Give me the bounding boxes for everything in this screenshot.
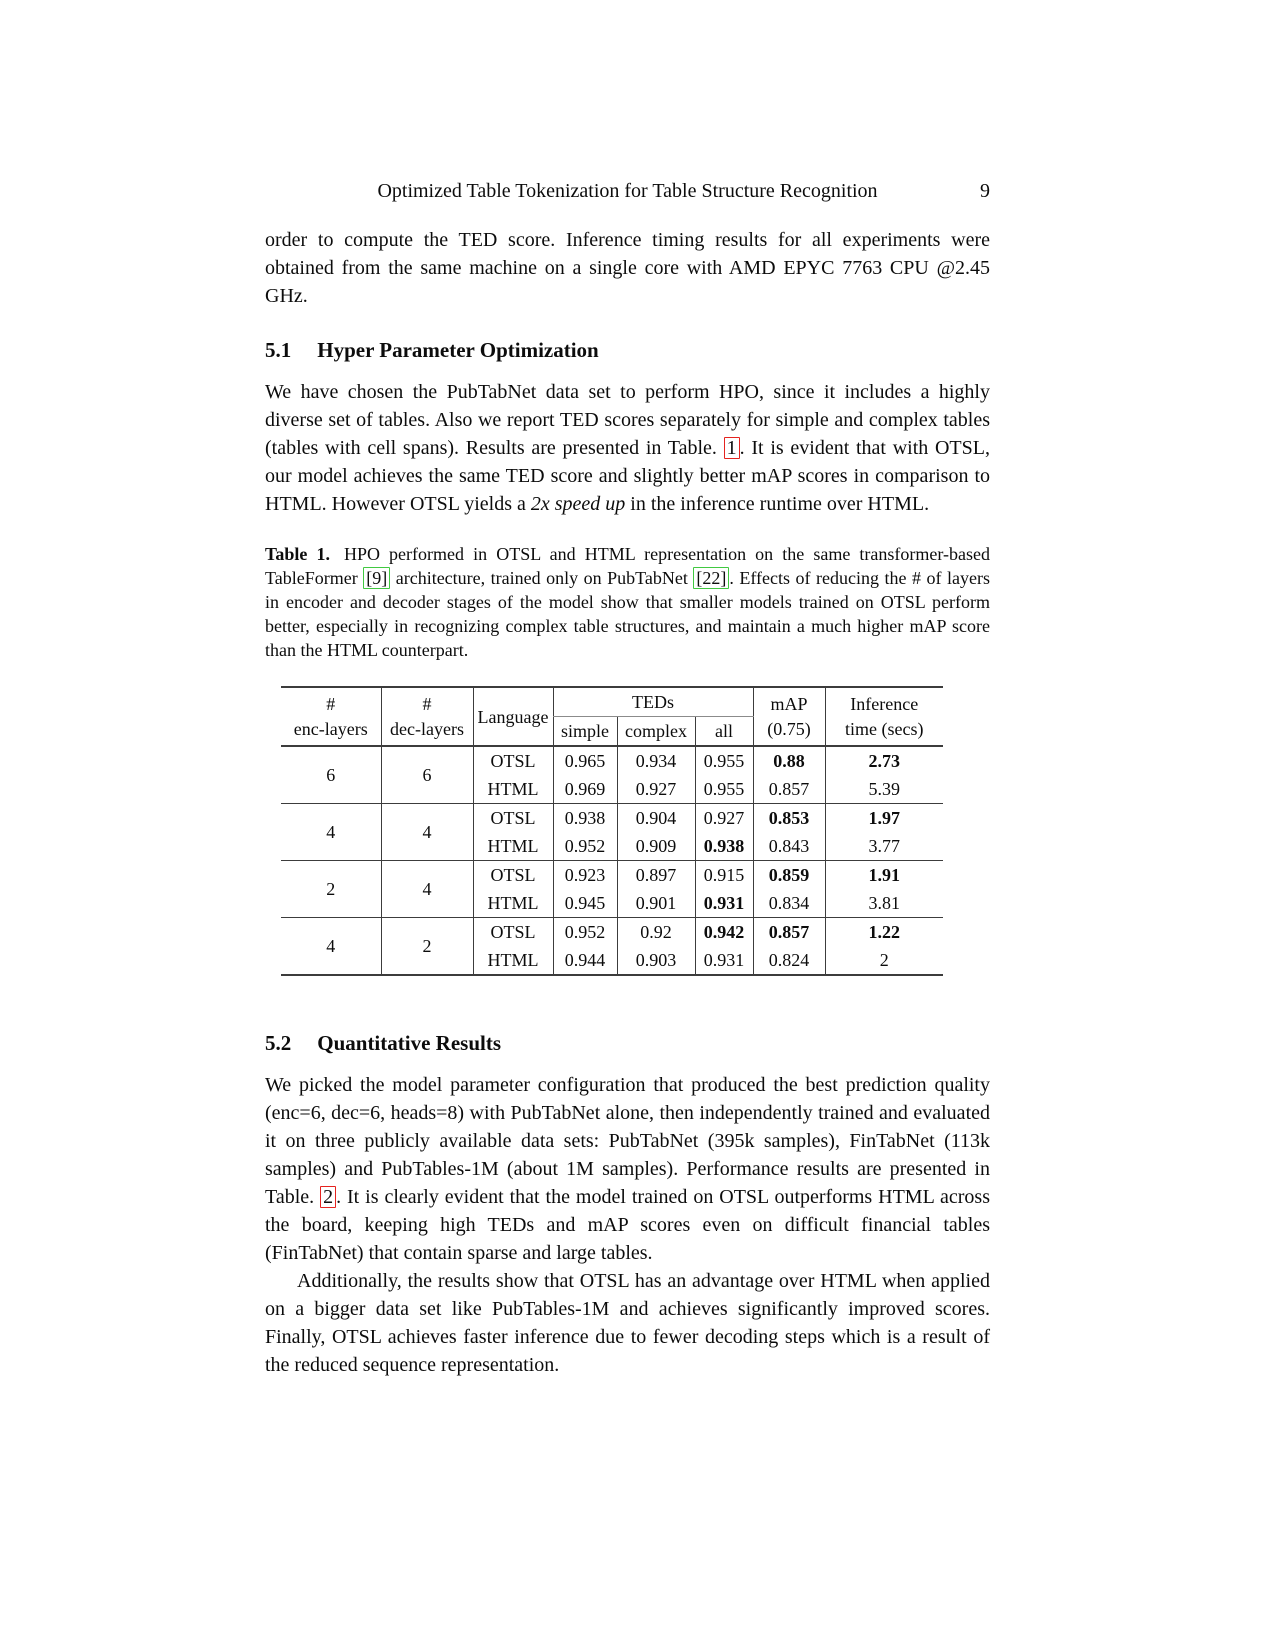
cell-language: OTSL [473, 918, 553, 947]
cell-language: OTSL [473, 804, 553, 833]
header-teds-complex: complex [617, 717, 695, 747]
paragraph-hpo [265, 378, 990, 518]
text-run: HPO performed in OTSL and HTML representation on the same transformer-based TableFormer [265, 544, 990, 588]
header-language: Language [473, 687, 553, 746]
running-header [265, 178, 990, 204]
cell-teds-all: 0.931 [695, 946, 753, 975]
caption-label: Table 1. [265, 544, 330, 564]
citation-9-link[interactable]: [9] [363, 567, 390, 589]
cell-teds-complex: 0.901 [617, 889, 695, 918]
cell-language: HTML [473, 775, 553, 804]
cell-teds-simple: 0.969 [553, 775, 617, 804]
text-run: in the inference runtime over HTML. [625, 493, 930, 515]
cell-teds-all: 0.915 [695, 861, 753, 890]
cell-map: 0.88 [753, 746, 825, 775]
cell-enc: 2 [281, 861, 381, 918]
cell-language: OTSL [473, 746, 553, 775]
cell-time: 3.77 [825, 832, 943, 861]
cell-teds-complex: 0.903 [617, 946, 695, 975]
emphasized-text: 2x speed up [530, 493, 626, 515]
cell-dec: 6 [381, 746, 473, 804]
cell-teds-simple: 0.938 [553, 804, 617, 833]
cell-teds-simple: 0.945 [553, 889, 617, 918]
cell-dec: 4 [381, 861, 473, 918]
cell-language: HTML [473, 889, 553, 918]
cell-map: 0.834 [753, 889, 825, 918]
citation-22-link[interactable]: [22] [693, 567, 729, 589]
cell-enc: 4 [281, 804, 381, 861]
table-header [281, 687, 943, 746]
section-number: 5.1 [265, 338, 292, 362]
header-inference-label: Inference [850, 693, 919, 714]
text-run: . Effects of reducing the # of layers in encoder and decoder stages of the model show that smaller models trained on OTSL perform better, especially in recognizing complex table structures, and maintain a much higher mAP score than the HTML counterpart. [265, 568, 990, 660]
cell-teds-simple: 0.952 [553, 832, 617, 861]
section-heading-5-2 [265, 1030, 990, 1056]
table-caption [265, 542, 990, 662]
section-heading-5-1 [265, 337, 990, 363]
header-enc-layers [281, 687, 381, 746]
cell-teds-all: 0.931 [695, 889, 753, 918]
cell-language: OTSL [473, 861, 553, 890]
header-map-threshold: (0.75) [767, 718, 811, 739]
cell-teds-complex: 0.904 [617, 804, 695, 833]
cell-teds-simple: 0.965 [553, 746, 617, 775]
cell-time: 1.91 [825, 861, 943, 890]
cell-teds-all: 0.927 [695, 804, 753, 833]
cell-language: HTML [473, 946, 553, 975]
cell-teds-simple: 0.952 [553, 918, 617, 947]
table-2-ref-link[interactable]: 2 [320, 1186, 336, 1208]
page-number: 9 [980, 180, 990, 202]
cell-teds-all: 0.938 [695, 832, 753, 861]
cell-teds-complex: 0.897 [617, 861, 695, 890]
cell-time: 2.73 [825, 746, 943, 775]
table-row [281, 804, 943, 833]
cell-teds-complex: 0.927 [617, 775, 695, 804]
running-header-title: Optimized Table Tokenization for Table Structure Recognition [377, 180, 878, 202]
cell-time: 1.22 [825, 918, 943, 947]
paragraph-quantitative [265, 1071, 990, 1267]
cell-teds-complex: 0.909 [617, 832, 695, 861]
text-run: We have chosen the PubTabNet data set to perform HPO, since it includes a highly diverse set of tables. Also we report TED scores separately for simple and complex tables (tables with cell spans). Results are presented in Table. [265, 381, 990, 459]
text-run: We picked the model parameter configuration that produced the best prediction quality (enc=6, dec=6, heads=8) with PubTabNet alone, then independently trained and evaluated it on three publicly available data sets: PubTabNet (395k samples), FinTabNet (113k samples) and PubTables-1M (about 1M samples). Performance results are presented in Table. [265, 1074, 990, 1208]
cell-teds-simple: 0.923 [553, 861, 617, 890]
header-dec-layers [381, 687, 473, 746]
section-number: 5.2 [265, 1031, 292, 1055]
table-row [281, 746, 943, 775]
results-table [281, 686, 943, 976]
cell-enc: 6 [326, 765, 336, 785]
cell-map: 0.843 [753, 832, 825, 861]
cell-map: 0.857 [753, 775, 825, 804]
cell-teds-complex: 0.934 [617, 746, 695, 775]
paragraph-additionally [265, 1267, 990, 1379]
text-run: order to compute the TED score. Inference timing results for all experiments were obtained from the same machine on a single core with AMD EPYC 7763 CPU @2.45 GHz. [265, 229, 990, 307]
table-row [281, 861, 943, 890]
cell-teds-all: 0.955 [695, 746, 753, 775]
header-teds: TEDs [553, 687, 753, 717]
cell-time: 2 [825, 946, 943, 975]
text-run: Additionally, the results show that OTSL has an advantage over HTML when applied on a bigger data set like PubTables-1M and achieves significantly improved scores. Finally, OTSL achieves faster inference due to fewer decoding steps which is a result of the reduced sequence representation. [265, 1270, 990, 1376]
header-map-label: mAP [770, 693, 808, 714]
header-teds-simple: simple [553, 717, 617, 747]
cell-time: 3.81 [825, 889, 943, 918]
text-run: architecture, trained only on PubTabNet [390, 568, 694, 588]
section-title: Quantitative Results [317, 1031, 501, 1055]
text-run: . It is evident that with OTSL, our model achieves the same TED score and slightly better mAP scores in comparison to HTML. However OTSL yields a [265, 437, 990, 515]
header-enc-label: enc-layers [293, 718, 368, 739]
cell-time: 5.39 [825, 775, 943, 804]
cell-teds-all: 0.955 [695, 775, 753, 804]
cell-dec: 2 [381, 918, 473, 976]
header-teds-all: all [695, 717, 753, 747]
section-title: Hyper Parameter Optimization [317, 338, 599, 362]
header-dec-label: dec-layers [390, 718, 464, 739]
header-inference-unit: time (secs) [845, 718, 924, 739]
cell-teds-simple: 0.944 [553, 946, 617, 975]
paragraph-intro [265, 226, 990, 310]
cell-enc: 4 [281, 918, 381, 976]
header-inference [825, 687, 943, 746]
cell-map: 0.857 [753, 918, 825, 947]
cell-map: 0.824 [753, 946, 825, 975]
table-row [281, 918, 943, 947]
text-run: . It is clearly evident that the model trained on OTSL outperforms HTML across the board, keeping high TEDs and mAP scores even on difficult financial tables (FinTabNet) that contain sparse and large tables. [265, 1186, 990, 1264]
cell-time: 1.97 [825, 804, 943, 833]
cell-language: HTML [473, 832, 553, 861]
cell-map: 0.853 [753, 804, 825, 833]
cell-teds-all: 0.942 [695, 918, 753, 947]
header-enc-hash: # [326, 693, 336, 714]
header-dec-hash: # [422, 693, 432, 714]
cell-dec: 4 [381, 804, 473, 861]
cell-teds-complex: 0.92 [617, 918, 695, 947]
header-map [753, 687, 825, 746]
table-1-ref-link[interactable]: 1 [724, 437, 740, 459]
cell-map: 0.859 [753, 861, 825, 890]
